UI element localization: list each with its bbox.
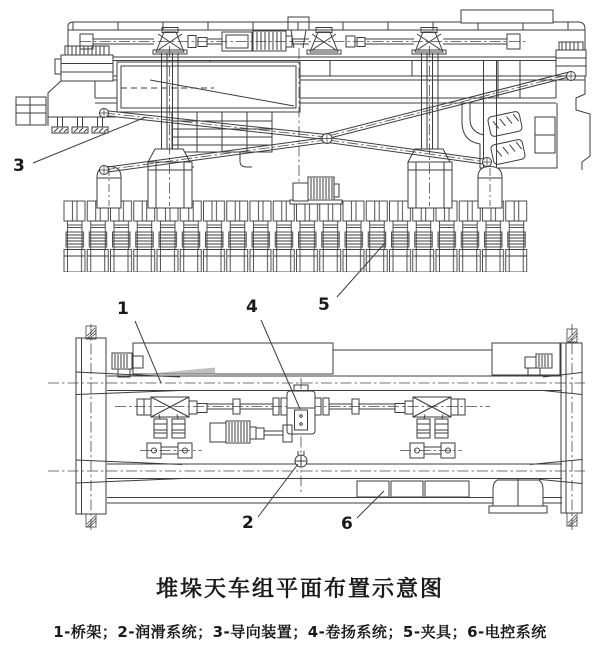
bearing-stand bbox=[412, 28, 446, 55]
left-end-truck bbox=[16, 46, 116, 133]
plan-view bbox=[48, 324, 585, 533]
rope-drum-right bbox=[395, 397, 465, 417]
clamp-row bbox=[63, 200, 528, 272]
platform-right bbox=[492, 343, 560, 375]
bearing-stand bbox=[153, 28, 187, 55]
machinery-house bbox=[461, 10, 553, 23]
end-carriage-right bbox=[561, 329, 582, 526]
figure-legend: 1-桥架；2-润滑系统；3-导向装置；4-卷扬系统；5-夹具；6-电控系统 bbox=[53, 623, 547, 641]
lubrication-point bbox=[295, 451, 307, 467]
callout-3: 3 bbox=[13, 156, 25, 176]
callout-1: 1 bbox=[117, 299, 129, 319]
cable-box bbox=[489, 479, 547, 514]
operator-cab bbox=[117, 62, 300, 112]
guide-linkage-right bbox=[322, 72, 576, 167]
figure-title: 堆垛天车组平面布置示意图 bbox=[155, 577, 444, 602]
control-boxes bbox=[357, 481, 469, 497]
hoist-tower-right bbox=[408, 46, 452, 208]
pulley-block-left bbox=[147, 415, 192, 459]
callout-5: 5 bbox=[318, 295, 330, 315]
hoist-motor bbox=[210, 421, 292, 443]
bearing-stand bbox=[307, 28, 341, 55]
rope-drum-left bbox=[137, 397, 207, 417]
platform-left bbox=[112, 343, 492, 377]
guide-column-right-rails bbox=[484, 61, 497, 167]
pulley-block-right bbox=[410, 415, 455, 459]
leader-2 bbox=[258, 464, 298, 517]
callout-4: 4 bbox=[246, 297, 258, 317]
guide-column-right bbox=[478, 167, 502, 209]
leader-3 bbox=[33, 117, 146, 163]
winch-gearbox bbox=[287, 385, 315, 434]
callout-6: 6 bbox=[341, 514, 353, 534]
callout-2: 2 bbox=[242, 513, 254, 533]
right-end-truck bbox=[556, 42, 590, 170]
shaft-motor bbox=[253, 31, 292, 51]
leader-6 bbox=[357, 491, 384, 518]
elevation-view bbox=[16, 10, 590, 272]
buffer-feet bbox=[52, 117, 108, 133]
